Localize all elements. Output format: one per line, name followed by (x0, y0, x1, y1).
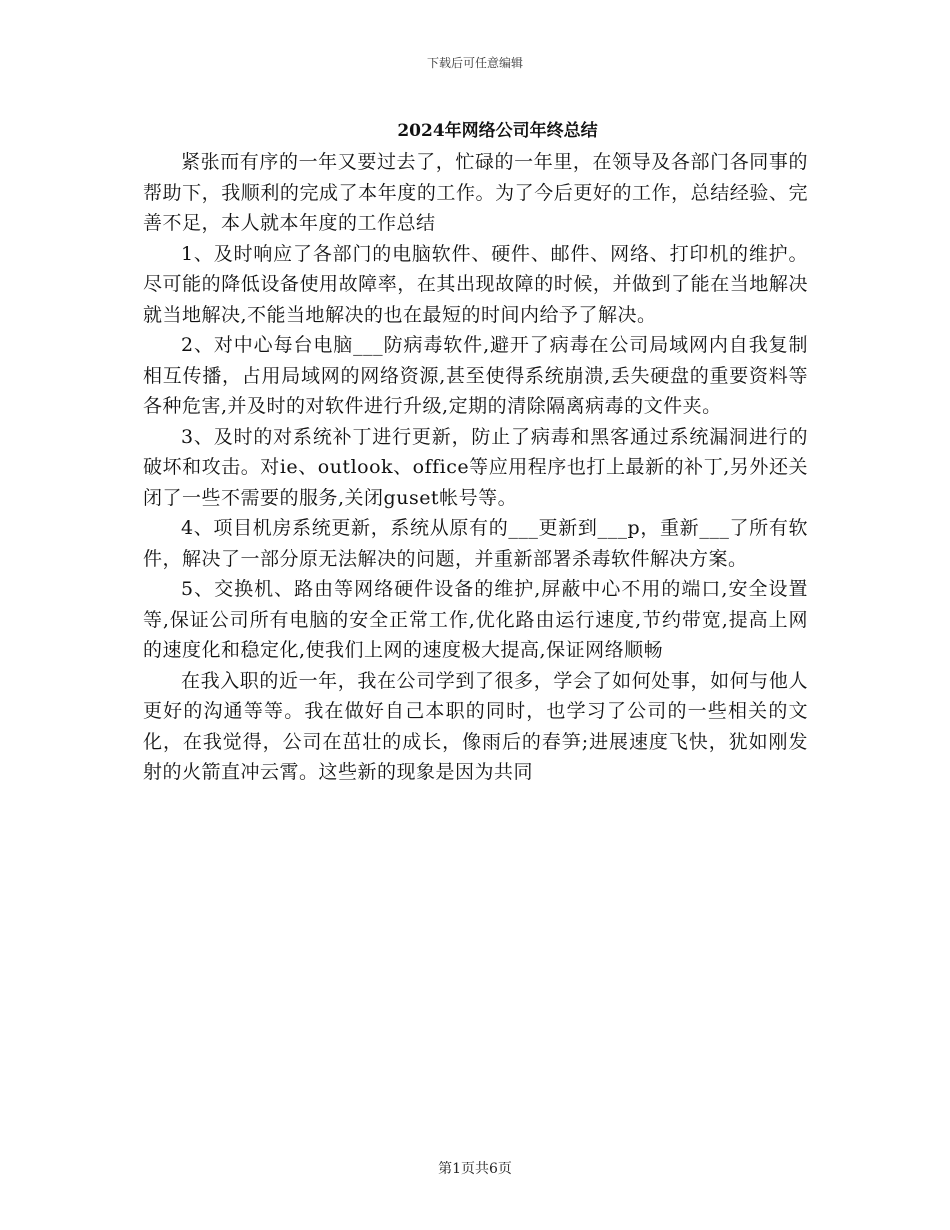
paragraph-intro: 紧张而有序的一年又要过去了，忙碌的一年里，在领导及各部门各同事的帮助下，我顺利的完成了本年度的工作。为了今后更好的工作，总结经验、完善不足，本人就本年度的工作总结 (143, 151, 808, 234)
paragraph-item-3: 3、及时的对系统补丁进行更新，防止了病毒和黑客通过系统漏洞进行的破坏和攻击。对ie、outlook、office等应用程序也打上最新的补丁,另外还关闭了一些不需要的服务,关闭guset帐号等。 (143, 425, 808, 509)
paragraph-item-1: 1、及时响应了各部门的电脑软件、硬件、邮件、网络、打印机的维护。尽可能的降低设备使用故障率，在其出现故障的时候，并做到了能在当地解决就当地解决,不能当地解决的也在最短的时间内给予了解决。 (143, 242, 808, 326)
paragraph-item-5: 5、交换机、路由等网络硬件设备的维护,屏蔽中心不用的端口,安全设置等,保证公司所有电脑的安全正常工作,优化路由运行速度,节约带宽,提高上网的速度化和稳定化,使我们上网的速度极大提高,保证网络顺畅 (143, 578, 808, 661)
paragraph-item-2: 2、对中心每台电脑___防病毒软件,避开了病毒在公司局域网内自我复制相互传播，占用局域网的网络资源,甚至使得系统崩溃,丢失硬盘的重要资料等各种危害,并及时的对软件进行升级,定期的清除隔离病毒的文件夹。 (143, 334, 808, 417)
paragraph-item-4: 4、项目机房系统更新，系统从原有的___更新到___p，重新___了所有软件，解决了一部分原无法解决的问题，并重新部署杀毒软件解决方案。 (143, 517, 808, 570)
paragraph-reflection: 在我入职的近一年，我在公司学到了很多，学会了如何处事，如何与他人更好的沟通等等。我在做好自己本职的同时，也学习了公司的一些相关的文化，在我觉得，公司在茁壮的成长，像雨后的春笋;进展速度飞快，犹如刚发射的火箭直冲云霄。这些新的现象是因为共同 (143, 669, 808, 783)
page-header-note: 下载后可任意编辑 (426, 56, 523, 70)
page-number-footer: 第1页共6页 (438, 1161, 512, 1177)
document-title: 2024年网络公司年终总结 (397, 121, 598, 141)
document-body (143, 147, 808, 788)
